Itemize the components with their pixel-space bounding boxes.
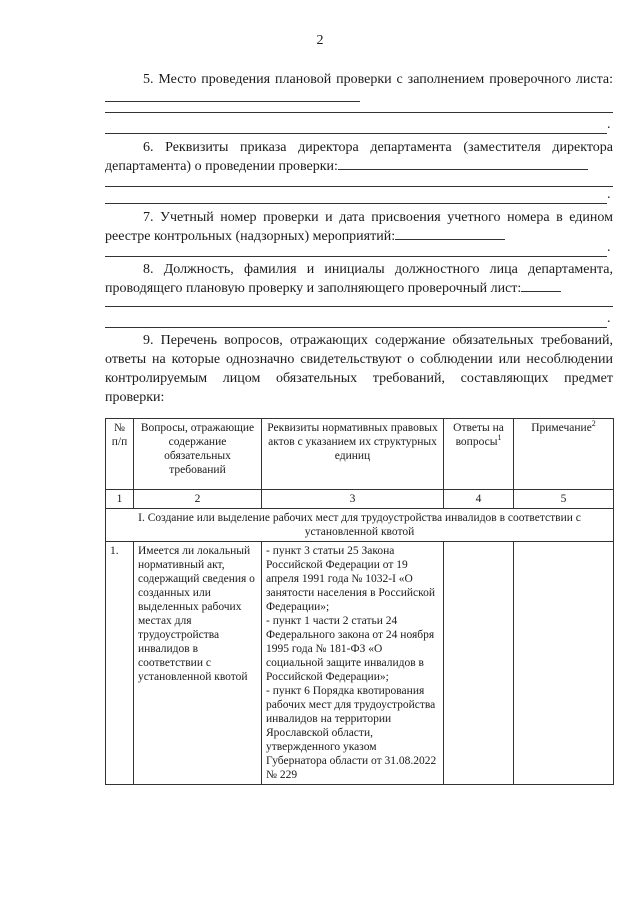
item-6-fill-line[interactable] [338,157,588,170]
col-number: 2 [134,490,262,509]
header-answers [444,419,514,490]
header-note [514,419,614,490]
row-question: Имеется ли локальный нормативный акт, содержащий сведения о созданных или выделенных рабочих местах для трудоустройства инвалидов в соответствии с установленной квотой [134,542,262,785]
item-6 [105,138,613,176]
item-6-blank-line[interactable] [105,203,607,204]
footnote-1-marker: 1 [497,433,502,443]
item-8-fill-line[interactable] [521,279,561,292]
item-7-text: 7. Учетный номер проверки и дата присвоения учетного номера в едином реестре контрольных (надзорных) мероприятий: [105,210,613,244]
item-8-text: 8. Должность, фамилия и инициалы должностного лица департамента, проводящего плановую проверку и заполняющего проверочный лист: [105,262,613,296]
header-num: № п/п [106,419,134,490]
row-num: 1. [106,542,134,785]
item-5 [105,70,613,108]
item-6-text: 6. Реквизиты приказа директора департамента (заместителя директора департамента) о проведении проверки: [105,140,613,174]
row-note-cell[interactable] [514,542,614,785]
item-7-blank-line[interactable] [105,256,607,257]
column-number-row [106,490,614,509]
table-header-row [106,419,614,490]
table-row [106,542,614,785]
requisite-item: - пункт 1 части 2 статьи 24 Федерального закона от 24 ноября 1995 года № 181-ФЗ «О социальной защите инвалидов в Российской Федерации»; [266,615,435,683]
col-number: 5 [514,490,614,509]
item-5-text: 5. Место проведения плановой проверки с заполнением проверочного листа: [143,72,613,87]
section-title: I. Создание или выделение рабочих мест для трудоустройства инвалидов в соответствии с установленной квотой [106,509,614,542]
col-number: 4 [444,490,514,509]
item-8-blank-line[interactable] [105,327,607,328]
item-5-blank-line[interactable] [105,133,607,134]
item-6-blank-line[interactable] [105,186,613,187]
header-questions: Вопросы, отражающие содержание обязательных требований [134,419,262,490]
col-number: 1 [106,490,134,509]
page-number: 2 [316,33,324,48]
item-5-period: . [607,117,611,132]
requirements-table [105,418,614,785]
item-7-period: . [607,240,611,255]
item-8-blank-line[interactable] [105,306,613,307]
section-row [106,509,614,542]
item-7 [105,208,613,246]
header-requisites: Реквизиты нормативных правовых актов с указанием их структурных единиц [262,419,444,490]
col-number: 3 [262,490,444,509]
item-7-fill-line[interactable] [395,227,505,240]
footnote-2-marker: 2 [591,419,596,429]
item-5-blank-line[interactable] [105,112,613,113]
item-9 [105,331,613,407]
header-note-label: Примечание [531,422,592,434]
item-5-fill-line[interactable] [105,89,360,102]
item-8-period: . [607,311,611,326]
item-6-period: . [607,187,611,202]
item-9-text: 9. Перечень вопросов, отражающих содержание обязательных требований, ответы на которые однозначно свидетельствуют о соблюдении или несоблюдении контролируемым лицом обязательных требований, составляющих предмет проверки: [105,333,613,405]
header-answers-label: Ответы на вопросы [453,422,504,448]
item-8 [105,260,613,298]
requisite-item: - пункт 6 Порядка квотирования рабочих мест для трудоустройства инвалидов на территории Ярославской области, утвержденного указом Губернатора области от 31.08.2022 № 229 [266,685,437,781]
requisite-item: - пункт 3 статьи 25 Закона Российской Федерации от 19 апреля 1991 года № 1032-I «О занятости населения в Российской Федерации»; [266,545,436,613]
row-requisites [262,542,444,785]
row-answer-cell[interactable] [444,542,514,785]
